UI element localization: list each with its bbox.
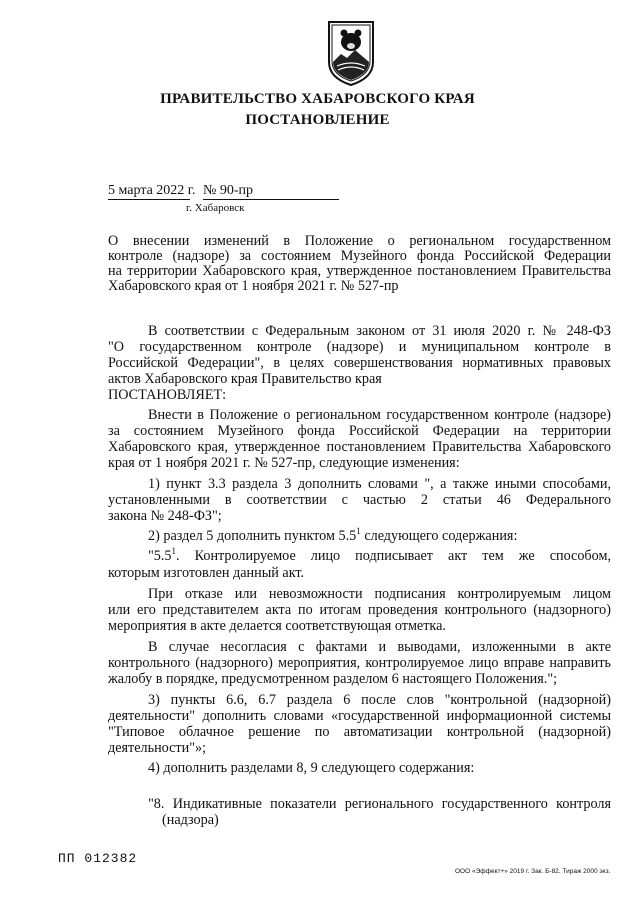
document-city: г. Хабаровск [186,202,245,214]
body-line: Хабаровского края, утвержденное постановлением Правительства Хабаровского [108,439,611,455]
body-line: Внести в Положение о региональном государственном контроле (надзоре) [148,407,611,423]
superscript: 1 [171,546,177,556]
coat-of-arms-emblem [325,18,377,88]
body-line: При отказе или невозможности подписания контролируемым лицом [148,586,611,602]
body-text: . Контролируемое лицо подписывает акт тем же способом, [176,548,611,564]
body-line: или его представителем акта по итогам проведения контрольного (надзорного) [108,602,611,618]
superscript: 1 [356,526,361,536]
preamble-line-2: "О государственном контроле (надзоре) и муниципальном контроле в [108,339,611,355]
body-line: закона № 248-ФЗ"; [108,508,222,524]
preamble-line-3: Российской Федерации", в целях совершенствования нормативных правовых [108,355,611,371]
body-line: края от 1 ноября 2021 г. № 527-пр, следующие изменения: [108,455,460,471]
body-line: 3) пункты 6.6, 6.7 раздела 6 после слов "контрольной (надзорной) [148,692,611,708]
print-info: ООО «Эффект+» 2019 г. Зак. Б-82. Тираж 2000 экз. [455,868,611,875]
subject-line-4: Хабаровского края от 1 ноября 2021 г. № 527-пр [108,278,399,294]
section-8-heading: "8. Индикативные показатели регионального государственного контроля [148,796,611,812]
body-line: жалобу в порядке, предусмотренном разделом 6 настоящего Положения."; [108,671,558,687]
body-line: деятельности" дополнить словами «государственной информационной системы [108,708,611,724]
body-line-item-2 [148,526,518,545]
resolves-label: ПОСТАНОВЛЯЕТ: [108,387,227,403]
section-8-heading-cont: (надзора) [162,812,219,828]
subject-line-3: на территории Хабаровского края, утвержденное постановлением Правительства [108,263,611,279]
preamble-line-1: В соответствии с Федеральным законом от 31 июля 2020 г. № 248-ФЗ [148,323,611,339]
date-number-line [108,183,339,200]
body-line: мероприятия в акте делается соответствующая отметка. [108,618,446,634]
body-line: деятельности"»; [108,740,207,756]
body-line: установленными в соответствии с частью 2 статьи 46 Федерального [108,492,611,508]
preamble-line-4: актов Хабаровского края Правительство края [108,371,382,387]
body-line: "Типовое облачное решение по автоматизации контрольной (надзорной) [108,724,611,740]
document-type-title: ПОСТАНОВЛЕНИЕ [245,112,390,128]
body-text: "5.5 [148,548,172,564]
document-number: № 90-пр [203,183,339,200]
subject-line-1: О внесении изменений в Положение о региональном государственном [108,233,611,249]
body-line: которым изготовлен данный акт. [108,565,305,581]
body-line-quote-5-5-1 [148,546,611,565]
body-line: 1) пункт 3.3 раздела 3 дополнить словами ", а также иными способами, [148,476,611,492]
body-line: В случае несогласия с фактами и выводами, изложенными в акте [148,639,611,655]
subject-line-2: контроле (надзоре) за состоянием Музейного фонда Российской Федерации [108,248,611,264]
body-text: 2) раздел 5 дополнить пунктом 5.5 [148,528,357,544]
document-serial-code: ПП 012382 [58,851,138,866]
document-date: 5 марта 2022 г. [108,183,196,198]
body-line: за состоянием Музейного фонда Российской Федерации на территории [108,423,611,439]
body-text: следующего содержания: [360,528,518,544]
body-line: контрольного (надзорного) мероприятия, контролируемое лицо вправе направить [108,655,611,671]
government-title: ПРАВИТЕЛЬСТВО ХАБАРОВСКОГО КРАЯ [160,91,475,107]
body-line: 4) дополнить разделами 8, 9 следующего содержания: [148,760,475,776]
